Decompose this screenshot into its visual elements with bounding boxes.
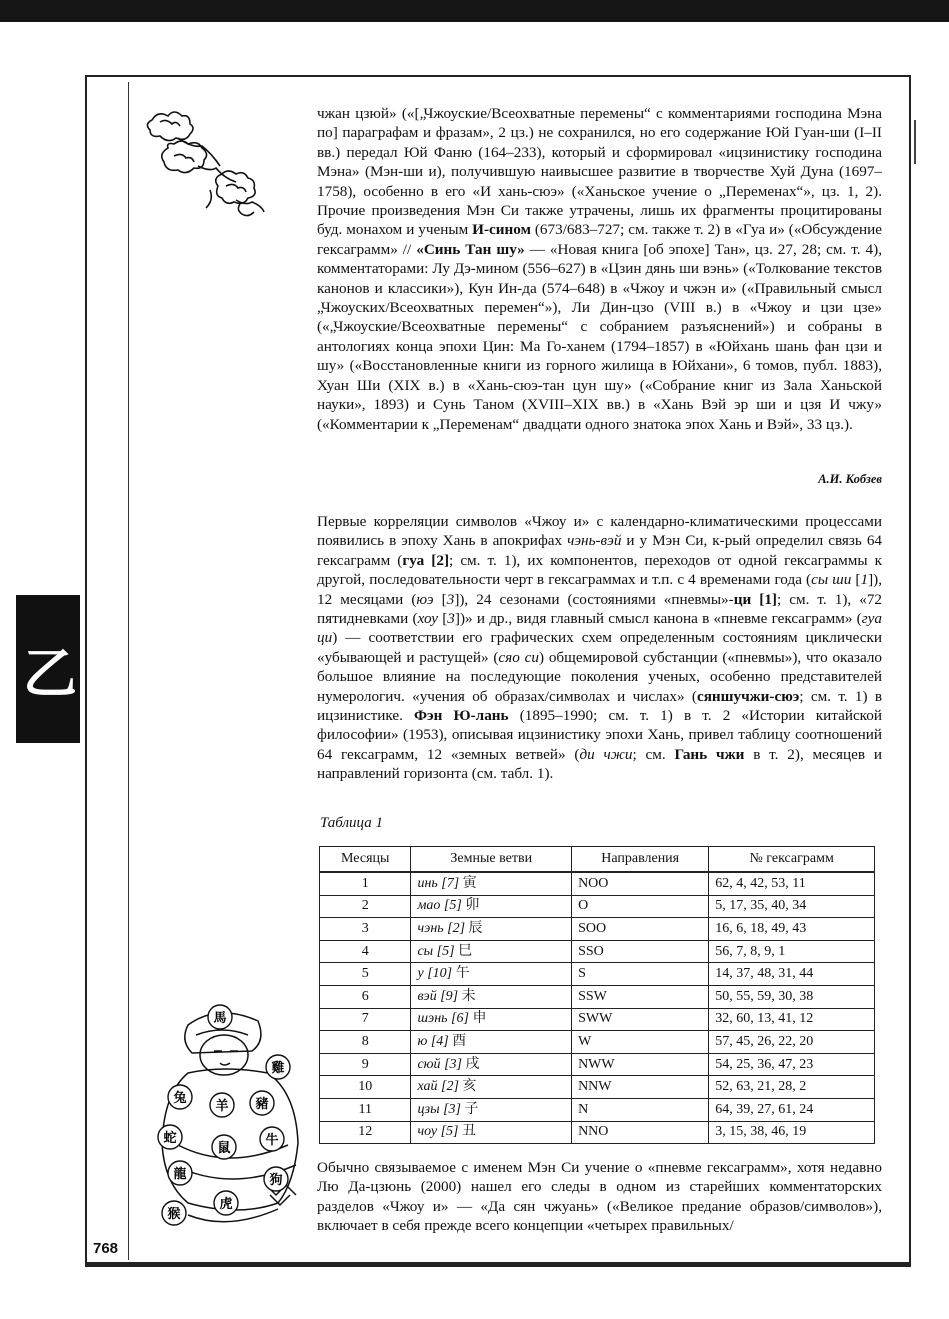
- p2-italic: 3: [447, 610, 455, 628]
- p2-text: ; см. т. 1) в ицзинистике.: [317, 687, 883, 725]
- animal-char: 兔: [173, 1091, 187, 1106]
- animal-char: 羊: [215, 1099, 229, 1114]
- p2-text: ; см. т. 1), «72 пятидневками (: [317, 590, 883, 628]
- branch-tone: [10]: [427, 966, 453, 982]
- cell-hexagrams: 54, 25, 36, 47, 23: [709, 1053, 875, 1076]
- table-row: [320, 1098, 875, 1121]
- cell-hexagrams: 14, 37, 48, 31, 44: [709, 963, 875, 986]
- table-row: [320, 985, 875, 1008]
- p2-text: [: [433, 590, 447, 608]
- animal-char: 鼠: [217, 1141, 231, 1156]
- cell-branch: [411, 1008, 572, 1031]
- cell-hexagrams: 32, 60, 13, 41, 12: [709, 1008, 875, 1031]
- cell-month: 7: [320, 1008, 411, 1031]
- col-header-hexagrams: № гексаграмм: [709, 847, 875, 873]
- cell-branch: [411, 985, 572, 1008]
- p2-text: ) — соответствии его графических схем определенным состояниям циклически «убывающей и растущей» (: [317, 629, 882, 666]
- correspondence-table: [319, 846, 875, 1144]
- table-row: [320, 1121, 875, 1144]
- p2-italic: сы ши: [811, 571, 852, 589]
- animal-char: 雞: [271, 1061, 285, 1076]
- cell-month: 1: [320, 872, 411, 895]
- cell-direction: SSW: [572, 985, 709, 1008]
- table-row: [320, 1008, 875, 1031]
- branch-tone: [5]: [436, 943, 455, 959]
- p2-text: в т. 2), месяцев и направлений горизонта (см. табл. 1).: [317, 745, 883, 783]
- table-row: [320, 1053, 875, 1076]
- col-header-branches: Земные ветви: [411, 847, 572, 873]
- p2-bold: сяншучжи-сюэ: [696, 687, 800, 705]
- branch-name: у: [417, 966, 424, 982]
- paragraph-1-text-c: — «Новая книга [об эпохе] Тан», цз. 27, 28; см. т. 4), комментаторами: Лу Дэ-мином (556–627) в «Цзин дянь ши вэнь» («Толкование текстов канонов и классики»), Кун Ин-да (574–648) в «Чжоу и чжэн и» («Правильный смысл „Чжоуских/Всеохватных перемен“»), Ли Дин-цзо (VIII в.) в «Чжоу и цзи цзе» («„Чжоуские/Всеохватные перемены“ с собранием разъяснений») и собраны в антологиях конца эпохи Цин: Ма Го-ханем (1794–1857) в «Юйхань шань фан цзи и шу» («Восстановленные книги из горного жилища в Юйхани», 6 томов, публ. 1883), Хуан Ши (XIX в.) в «Хань-сюэ-тан цун шу» («Собрание книг из Зала Ханьской науки», 1893) и Сунь Таном (XVIII–XIX вв.) в «Хань Вэй эр ши и цзя И чжу» («Комментарии к „Переменам“ двадцати одного знатока эпох Хань и Вэй», 33 цз.).: [317, 240, 883, 433]
- cell-branch: [411, 963, 572, 986]
- branch-char: 子: [464, 1101, 479, 1117]
- cell-month: 11: [320, 1098, 411, 1121]
- paragraph-2: [317, 512, 882, 784]
- animal-char: 猴: [167, 1207, 181, 1222]
- branch-tone: [2]: [447, 920, 466, 936]
- p2-text: и у Мэн Си, к-рый определил связь 64 гексаграмм (: [317, 532, 883, 569]
- branch-char: 午: [455, 966, 470, 982]
- animal-char: 狗: [269, 1173, 283, 1188]
- cell-month: 4: [320, 940, 411, 963]
- cloud-ornament-icon: [140, 100, 280, 220]
- paragraph-1-text-b: (673/683–727; см. также т. 2) в «Гуа и» («Обсуждение гексаграмм» //: [317, 221, 883, 258]
- p2-bold: ци [1]: [733, 590, 777, 608]
- animal-char: 豬: [255, 1097, 269, 1112]
- zodiac-figure-illustration: [148, 995, 308, 1235]
- section-tab: [16, 595, 80, 743]
- branch-char: 丑: [462, 1124, 476, 1140]
- table-row: [320, 1076, 875, 1099]
- cell-branch: [411, 1076, 572, 1099]
- branch-tone: [7]: [441, 875, 460, 891]
- branch-name: сюй: [417, 1056, 441, 1072]
- page-number: 768: [93, 1240, 119, 1257]
- cell-month: 8: [320, 1031, 411, 1054]
- paragraph-1-text-a: чжан цзюй» («[„Чжоуские/Всеохватные перемены“ с комментариями господина Мэна по] параграфам и фразам», 2 цз.) не сохранился, но его содержание Юй Гуан-ши (I–II вв.) передал Юй Фаню (164–233), который и сформировал «ицзинистику господина Мэна» (Мэн-ши и), получившую наивысшее развитие в творчестве Хуй Дуна (1697–1758), особенно в его «И хань-сюэ» («Ханьское учение о „Переменах“», цз. 1, 2). Прочие произведения Мэн Си также утрачены, лишь их фрагменты процитированы буд. монахом и ученым: [317, 105, 882, 239]
- branch-char: 亥: [462, 1079, 477, 1095]
- cell-month: 2: [320, 895, 411, 918]
- p2-italic: ди чжи: [579, 745, 633, 763]
- cell-month: 3: [320, 918, 411, 941]
- table-header-row: [320, 847, 875, 873]
- p2-text: Первые корреляции символов «Чжоу и» с календарно-климатическими процессами появились в эпоху Хань в апокрифах: [317, 513, 882, 550]
- cell-month: 6: [320, 985, 411, 1008]
- cell-branch: [411, 940, 572, 963]
- table-row: [320, 895, 875, 918]
- p2-bold: гуа [2]: [402, 551, 450, 569]
- table-row: [320, 872, 875, 895]
- animal-char: 牛: [265, 1133, 279, 1148]
- branch-name: ю: [417, 1033, 428, 1049]
- p2-text: ]), 24 сезонами (состояниями «пневмы»-: [454, 590, 734, 608]
- p2-italic: 1: [860, 571, 869, 589]
- branch-name: чоу: [417, 1124, 438, 1140]
- p2-text: ) общемировой субстанции («пневмы»), что оказало большое влияние на последующие поколения ученых, особенно представителей нумерологич. «учения об образах/символах и числах» (: [317, 648, 882, 705]
- table-row: [320, 940, 875, 963]
- term-i-sin: И-сином: [472, 221, 531, 239]
- p2-bold: Гань чжи: [674, 745, 745, 763]
- branch-char: 辰: [468, 920, 483, 936]
- branch-name: чэнь: [417, 920, 444, 936]
- p2-text: ; см.: [632, 745, 675, 763]
- branch-tone: [9]: [440, 988, 459, 1004]
- branch-name: цзы: [417, 1101, 440, 1117]
- cell-branch: [411, 895, 572, 918]
- cell-branch: [411, 872, 572, 895]
- p2-italic: сяо си: [498, 648, 539, 666]
- p2-italic: юэ: [416, 590, 434, 608]
- cell-direction: NNW: [572, 1076, 709, 1099]
- p2-italic: хоу: [417, 610, 438, 628]
- branch-tone: [5]: [443, 898, 462, 914]
- bottom-rule: [85, 1262, 911, 1267]
- p2-italic: чэнь-вэй: [567, 532, 622, 550]
- paragraph-1: [317, 104, 882, 434]
- branch-char: 酉: [452, 1033, 467, 1049]
- cell-direction: NNO: [572, 1121, 709, 1144]
- branch-name: мао: [417, 898, 441, 914]
- table-row: [320, 1031, 875, 1054]
- p2-italic: 3: [446, 590, 455, 608]
- branch-char: 申: [472, 1011, 487, 1027]
- cell-month: 10: [320, 1076, 411, 1099]
- branch-tone: [2]: [441, 1079, 459, 1095]
- cell-direction: SOO: [572, 918, 709, 941]
- cell-branch: [411, 1031, 572, 1054]
- cell-hexagrams: 57, 45, 26, 22, 20: [709, 1031, 875, 1054]
- cell-direction: SWW: [572, 1008, 709, 1031]
- cell-hexagrams: 50, 55, 59, 30, 38: [709, 985, 875, 1008]
- animal-char: 馬: [213, 1011, 227, 1026]
- p2-text: ]), 12 месяцами (: [317, 571, 882, 608]
- cell-branch: [411, 1121, 572, 1144]
- section-tab-glyph: 乙: [23, 641, 73, 705]
- animal-char: 龍: [173, 1167, 187, 1182]
- p2-bold: Фэн Ю-лань: [414, 707, 509, 725]
- table-row: [320, 963, 875, 986]
- branch-name: сы: [417, 943, 434, 959]
- branch-tone: [5]: [440, 1124, 459, 1140]
- col-header-directions: Направления: [572, 847, 709, 873]
- article-author: А.И. Кобзев: [818, 472, 882, 486]
- table-caption: Таблица 1: [320, 815, 383, 831]
- cell-direction: NOO: [572, 872, 709, 895]
- branch-tone: [3]: [443, 1101, 461, 1117]
- branch-char: 未: [461, 988, 476, 1004]
- cell-direction: NWW: [572, 1053, 709, 1076]
- p2-text: ])» и др., видя главный смысл канона в «пневме гексаграмм» (: [454, 610, 862, 628]
- margin-mark: [914, 120, 916, 164]
- cell-direction: S: [572, 963, 709, 986]
- cell-branch: [411, 1098, 572, 1121]
- cell-direction: N: [572, 1098, 709, 1121]
- branch-char: 卯: [465, 898, 480, 914]
- table-row: [320, 918, 875, 941]
- p2-italic: гуа ци: [317, 610, 882, 647]
- branch-name: вэй: [417, 988, 437, 1004]
- cell-direction: W: [572, 1031, 709, 1054]
- cell-hexagrams: 5, 17, 35, 40, 34: [709, 895, 875, 918]
- cell-hexagrams: 64, 39, 27, 61, 24: [709, 1098, 875, 1121]
- cell-hexagrams: 62, 4, 42, 53, 11: [709, 872, 875, 895]
- cell-direction: SSO: [572, 940, 709, 963]
- cell-hexagrams: 16, 6, 18, 49, 43: [709, 918, 875, 941]
- branch-name: шэнь: [417, 1011, 448, 1027]
- p2-text: ; см. т. 1), их компонентов, переходов от одной гексаграммы к другой, последовательности черт в гексаграммах и т.п. с 4 временами года (: [317, 551, 883, 589]
- cell-hexagrams: 3, 15, 38, 46, 19: [709, 1121, 875, 1144]
- animal-char: 虎: [219, 1197, 233, 1212]
- col-header-months: Месяцы: [320, 847, 411, 873]
- cell-hexagrams: 56, 7, 8, 9, 1: [709, 940, 875, 963]
- paragraph-3: Обычно связываемое с именем Мэн Си учение о «пневме гексаграмм», хотя недавно Лю Да-цзюнь (2000) нашел его следы в одном из старейших комментаторских разделов «Чжоу и» — «Да сян чжуань» («Великое предание образов/символов»), включает в себя прежде всего концепции «четырех правильных/: [317, 1159, 882, 1235]
- branch-tone: [6]: [451, 1011, 469, 1027]
- cell-month: 12: [320, 1121, 411, 1144]
- cell-month: 5: [320, 963, 411, 986]
- cell-month: 9: [320, 1053, 411, 1076]
- branch-char: 戌: [465, 1056, 480, 1072]
- term-sin-tan-shu: «Синь Тан шу»: [416, 240, 525, 258]
- branch-char: 寅: [462, 875, 477, 891]
- branch-tone: [3]: [444, 1056, 462, 1072]
- branch-char: 巳: [458, 943, 473, 959]
- p2-text: (1895–1990; см. т. 1) в т. 2 «Истории китайской философии» (1953), описывая ицзинистику эпохи Хань, привел таблицу соотношений 64 гексаграмм, 12 «земных ветвей» (: [317, 707, 883, 763]
- top-black-bar: [0, 0, 949, 22]
- p2-text: [: [437, 610, 448, 628]
- branch-tone: [4]: [430, 1033, 449, 1049]
- p2-text: [: [851, 571, 861, 589]
- cell-branch: [411, 918, 572, 941]
- branch-name: инь: [417, 875, 438, 891]
- animal-char: 蛇: [163, 1131, 177, 1146]
- cell-direction: O: [572, 895, 709, 918]
- cell-branch: [411, 1053, 572, 1076]
- branch-name: хай: [417, 1079, 438, 1095]
- cell-hexagrams: 52, 63, 21, 28, 2: [709, 1076, 875, 1099]
